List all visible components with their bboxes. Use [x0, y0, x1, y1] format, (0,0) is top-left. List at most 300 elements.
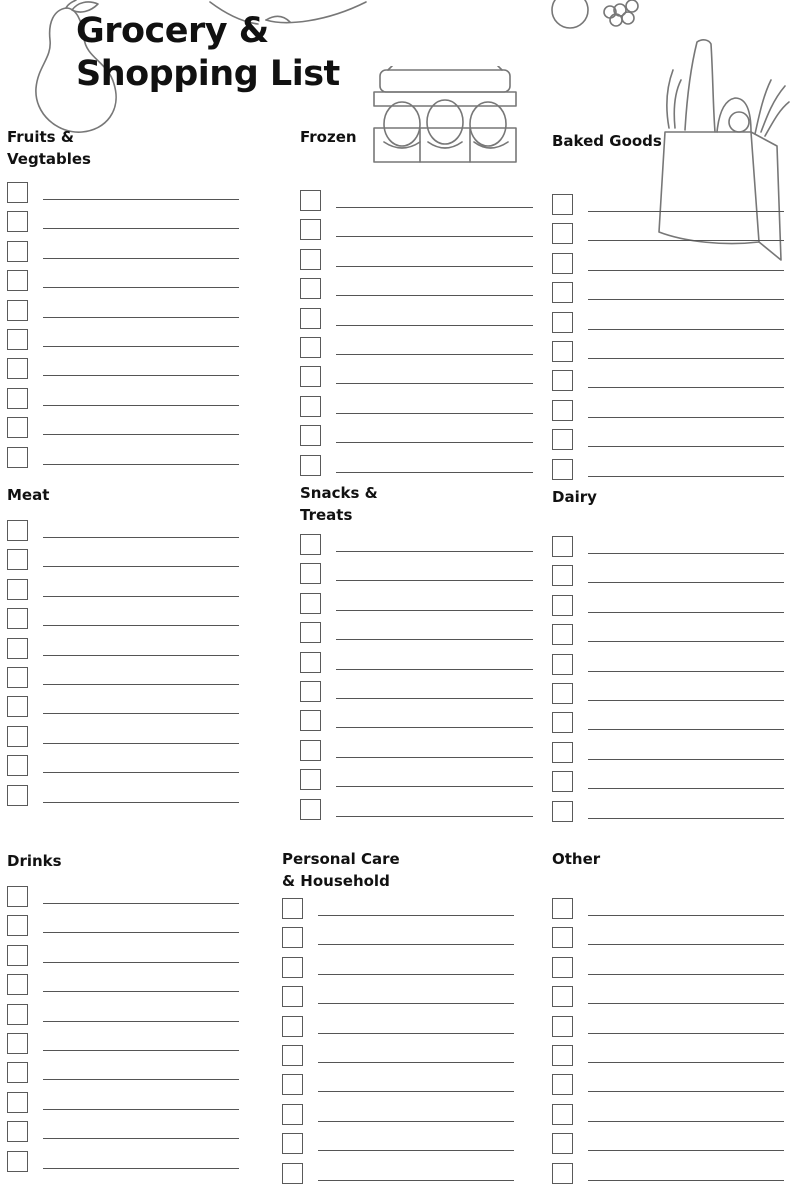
section-heading	[552, 486, 784, 508]
item-write-line[interactable]	[318, 974, 514, 975]
list-item	[7, 751, 239, 780]
item-write-line[interactable]	[318, 915, 514, 916]
fruit-icon	[540, 0, 660, 34]
item-checkbox[interactable]	[552, 801, 573, 822]
list-item	[552, 337, 784, 366]
item-checkbox[interactable]	[300, 190, 321, 211]
item-write-line[interactable]	[318, 1091, 514, 1092]
item-write-line[interactable]	[588, 1150, 784, 1151]
item-checkbox[interactable]	[300, 563, 321, 584]
list-item	[282, 1070, 514, 1099]
item-write-line[interactable]	[588, 1121, 784, 1122]
item-checkbox[interactable]	[7, 726, 28, 747]
item-write-line[interactable]	[588, 1091, 784, 1092]
item-checkbox[interactable]	[552, 223, 573, 244]
list-item	[552, 1159, 784, 1188]
list-item	[552, 219, 784, 248]
item-write-line[interactable]	[336, 551, 533, 552]
item-write-line[interactable]	[43, 743, 239, 744]
item-write-line[interactable]	[336, 816, 533, 817]
item-checkbox[interactable]	[7, 1004, 28, 1025]
item-checkbox[interactable]	[7, 608, 28, 629]
item-checkbox[interactable]	[552, 459, 573, 480]
item-write-line[interactable]	[43, 566, 239, 567]
item-write-line[interactable]	[43, 405, 239, 406]
item-write-line[interactable]	[336, 610, 533, 611]
item-write-line[interactable]	[588, 240, 784, 241]
item-checkbox[interactable]	[7, 358, 28, 379]
list-item	[300, 559, 533, 588]
list-item	[7, 722, 239, 751]
item-write-line[interactable]	[336, 669, 533, 670]
section-heading-line: Fruits &	[7, 128, 74, 146]
item-write-line[interactable]	[43, 1050, 239, 1051]
item-checkbox[interactable]	[300, 455, 321, 476]
item-write-line[interactable]	[43, 375, 239, 376]
item-checkbox[interactable]	[300, 366, 321, 387]
list-item	[552, 1129, 784, 1158]
item-checkbox[interactable]	[552, 370, 573, 391]
item-checkbox[interactable]	[7, 211, 28, 232]
section-heading-line: Dairy	[552, 488, 597, 506]
item-checkbox[interactable]	[300, 278, 321, 299]
item-checkbox[interactable]	[552, 1016, 573, 1037]
item-write-line[interactable]	[336, 757, 533, 758]
item-checkbox[interactable]	[552, 957, 573, 978]
checklist	[552, 532, 784, 826]
item-write-line[interactable]	[43, 287, 239, 288]
item-checkbox[interactable]	[300, 337, 321, 358]
item-checkbox[interactable]	[300, 593, 321, 614]
item-write-line[interactable]	[336, 325, 533, 326]
item-checkbox[interactable]	[7, 417, 28, 438]
section-heading	[552, 130, 784, 152]
item-checkbox[interactable]	[552, 1163, 573, 1184]
item-checkbox[interactable]	[552, 1133, 573, 1154]
section-heading-line: Drinks	[7, 852, 62, 870]
list-item	[7, 1147, 239, 1176]
list-item	[300, 362, 533, 391]
item-write-line[interactable]	[318, 1180, 514, 1181]
item-write-line[interactable]	[588, 582, 784, 583]
item-write-line[interactable]	[43, 596, 239, 597]
item-write-line[interactable]	[336, 698, 533, 699]
list-item	[552, 982, 784, 1011]
list-item	[300, 421, 533, 450]
list-item	[300, 736, 533, 765]
item-write-line[interactable]	[336, 266, 533, 267]
list-item	[7, 1117, 239, 1146]
item-write-line[interactable]	[318, 944, 514, 945]
item-write-line[interactable]	[43, 772, 239, 773]
item-write-line[interactable]	[588, 729, 784, 730]
section-baked	[552, 130, 784, 152]
item-write-line[interactable]	[588, 788, 784, 789]
list-item	[300, 245, 533, 274]
item-checkbox[interactable]	[7, 1033, 28, 1054]
list-item	[300, 677, 533, 706]
item-checkbox[interactable]	[7, 886, 28, 907]
item-write-line[interactable]	[43, 258, 239, 259]
item-checkbox[interactable]	[282, 1045, 303, 1066]
section-heading	[300, 482, 533, 526]
item-checkbox[interactable]	[300, 249, 321, 270]
checklist	[7, 178, 239, 472]
section-fruits	[7, 126, 239, 170]
list-item	[552, 1041, 784, 1070]
item-checkbox[interactable]	[552, 683, 573, 704]
item-checkbox[interactable]	[282, 927, 303, 948]
list-item	[7, 1000, 239, 1029]
item-write-line[interactable]	[43, 1168, 239, 1169]
item-checkbox[interactable]	[7, 696, 28, 717]
item-checkbox[interactable]	[7, 241, 28, 262]
item-write-line[interactable]	[43, 1138, 239, 1139]
list-item	[552, 366, 784, 395]
page-title	[76, 10, 340, 96]
item-checkbox[interactable]	[552, 194, 573, 215]
egg-carton-icon	[370, 66, 520, 170]
checklist	[300, 530, 533, 824]
section-heading-line: Vegtables	[7, 150, 91, 168]
list-item	[300, 589, 533, 618]
item-checkbox[interactable]	[300, 396, 321, 417]
item-checkbox[interactable]	[552, 400, 573, 421]
item-write-line[interactable]	[318, 1062, 514, 1063]
item-write-line[interactable]	[588, 211, 784, 212]
item-write-line[interactable]	[336, 442, 533, 443]
list-item	[300, 392, 533, 421]
item-write-line[interactable]	[336, 580, 533, 581]
section-personal	[282, 848, 514, 892]
item-write-line[interactable]	[43, 317, 239, 318]
item-checkbox[interactable]	[7, 1151, 28, 1172]
title-line-2: Shopping List	[76, 54, 340, 94]
list-item	[7, 178, 239, 207]
list-item	[552, 650, 784, 679]
item-checkbox[interactable]	[282, 1133, 303, 1154]
section-other	[552, 848, 784, 870]
list-item	[552, 620, 784, 649]
item-write-line[interactable]	[43, 228, 239, 229]
section-heading	[7, 484, 239, 506]
item-checkbox[interactable]	[552, 536, 573, 557]
item-write-line[interactable]	[318, 1003, 514, 1004]
item-write-line[interactable]	[588, 1062, 784, 1063]
item-checkbox[interactable]	[552, 624, 573, 645]
item-write-line[interactable]	[43, 932, 239, 933]
list-item	[300, 215, 533, 244]
item-checkbox[interactable]	[7, 785, 28, 806]
list-item	[300, 274, 533, 303]
item-write-line[interactable]	[43, 655, 239, 656]
item-write-line[interactable]	[43, 962, 239, 963]
list-item	[300, 765, 533, 794]
list-item	[300, 530, 533, 559]
item-checkbox[interactable]	[300, 622, 321, 643]
section-heading	[282, 848, 514, 892]
item-write-line[interactable]	[318, 1150, 514, 1151]
item-checkbox[interactable]	[552, 341, 573, 362]
item-write-line[interactable]	[43, 434, 239, 435]
list-item	[300, 333, 533, 362]
item-checkbox[interactable]	[300, 425, 321, 446]
item-write-line[interactable]	[588, 944, 784, 945]
section-heading-line: Meat	[7, 486, 50, 504]
list-item	[7, 266, 239, 295]
item-checkbox[interactable]	[552, 1104, 573, 1125]
list-item	[552, 894, 784, 923]
item-write-line[interactable]	[588, 476, 784, 477]
item-write-line[interactable]	[588, 358, 784, 359]
item-write-line[interactable]	[588, 299, 784, 300]
item-checkbox[interactable]	[282, 957, 303, 978]
item-write-line[interactable]	[43, 1021, 239, 1022]
item-write-line[interactable]	[336, 639, 533, 640]
item-write-line[interactable]	[43, 464, 239, 465]
item-checkbox[interactable]	[282, 1016, 303, 1037]
list-item	[300, 648, 533, 677]
section-heading-line: Treats	[300, 506, 353, 524]
item-checkbox[interactable]	[552, 565, 573, 586]
list-item	[7, 296, 239, 325]
item-checkbox[interactable]	[552, 1045, 573, 1066]
item-checkbox[interactable]	[552, 742, 573, 763]
item-write-line[interactable]	[588, 446, 784, 447]
item-checkbox[interactable]	[7, 447, 28, 468]
item-checkbox[interactable]	[282, 1104, 303, 1125]
item-write-line[interactable]	[588, 974, 784, 975]
item-checkbox[interactable]	[7, 520, 28, 541]
list-item	[300, 186, 533, 215]
list-item	[7, 237, 239, 266]
list-item	[7, 882, 239, 911]
section-snacks	[300, 482, 533, 526]
list-item	[552, 561, 784, 590]
item-write-line[interactable]	[588, 759, 784, 760]
item-write-line[interactable]	[336, 786, 533, 787]
item-write-line[interactable]	[43, 713, 239, 714]
section-heading	[7, 126, 239, 170]
list-item	[7, 516, 239, 545]
section-heading-line: Personal Care	[282, 850, 400, 868]
item-write-line[interactable]	[588, 1033, 784, 1034]
item-write-line[interactable]	[588, 329, 784, 330]
item-write-line[interactable]	[43, 346, 239, 347]
list-item	[7, 1029, 239, 1058]
list-item	[282, 1129, 514, 1158]
section-frozen	[300, 126, 533, 148]
item-write-line[interactable]	[43, 1079, 239, 1080]
list-item	[7, 443, 239, 472]
list-item	[7, 941, 239, 970]
list-item	[552, 455, 784, 484]
list-item	[552, 1012, 784, 1041]
item-checkbox[interactable]	[552, 771, 573, 792]
list-item	[7, 634, 239, 663]
item-checkbox[interactable]	[300, 799, 321, 820]
item-write-line[interactable]	[43, 625, 239, 626]
checklist	[300, 186, 533, 480]
item-write-line[interactable]	[336, 413, 533, 414]
item-checkbox[interactable]	[7, 638, 28, 659]
item-write-line[interactable]	[588, 1180, 784, 1181]
item-write-line[interactable]	[318, 1033, 514, 1034]
item-checkbox[interactable]	[552, 986, 573, 1007]
item-write-line[interactable]	[588, 612, 784, 613]
item-checkbox[interactable]	[300, 740, 321, 761]
list-item	[7, 1088, 239, 1117]
checklist	[552, 190, 784, 484]
item-write-line[interactable]	[336, 472, 533, 473]
item-write-line[interactable]	[588, 818, 784, 819]
item-write-line[interactable]	[588, 671, 784, 672]
item-write-line[interactable]	[588, 417, 784, 418]
item-checkbox[interactable]	[552, 429, 573, 450]
list-item	[282, 1012, 514, 1041]
item-write-line[interactable]	[588, 915, 784, 916]
list-item	[7, 663, 239, 692]
item-checkbox[interactable]	[552, 712, 573, 733]
item-checkbox[interactable]	[552, 927, 573, 948]
item-write-line[interactable]	[336, 295, 533, 296]
list-item	[552, 708, 784, 737]
section-heading-line: Frozen	[300, 128, 357, 146]
item-checkbox[interactable]	[552, 1074, 573, 1095]
item-checkbox[interactable]	[300, 652, 321, 673]
list-item	[282, 923, 514, 952]
item-write-line[interactable]	[336, 354, 533, 355]
list-item	[552, 396, 784, 425]
list-item	[552, 591, 784, 620]
item-write-line[interactable]	[588, 387, 784, 388]
item-write-line[interactable]	[43, 199, 239, 200]
list-item	[552, 767, 784, 796]
list-item	[7, 413, 239, 442]
item-checkbox[interactable]	[7, 329, 28, 350]
item-checkbox[interactable]	[300, 308, 321, 329]
item-write-line[interactable]	[336, 236, 533, 237]
item-write-line[interactable]	[336, 207, 533, 208]
checklist	[7, 516, 239, 810]
item-checkbox[interactable]	[7, 667, 28, 688]
item-checkbox[interactable]	[300, 710, 321, 731]
list-item	[282, 982, 514, 1011]
item-checkbox[interactable]	[7, 755, 28, 776]
list-item	[7, 1058, 239, 1087]
item-write-line[interactable]	[43, 991, 239, 992]
list-item	[552, 923, 784, 952]
list-item	[552, 425, 784, 454]
item-write-line[interactable]	[588, 641, 784, 642]
list-item	[282, 953, 514, 982]
item-checkbox[interactable]	[7, 1092, 28, 1113]
item-checkbox[interactable]	[552, 654, 573, 675]
list-item	[552, 278, 784, 307]
list-item	[7, 354, 239, 383]
section-heading	[7, 850, 239, 872]
item-checkbox[interactable]	[7, 1121, 28, 1142]
item-write-line[interactable]	[588, 700, 784, 701]
list-item	[552, 190, 784, 219]
item-checkbox[interactable]	[552, 312, 573, 333]
list-item	[7, 911, 239, 940]
item-checkbox[interactable]	[7, 579, 28, 600]
item-checkbox[interactable]	[282, 1163, 303, 1184]
list-item	[552, 738, 784, 767]
item-checkbox[interactable]	[552, 253, 573, 274]
item-write-line[interactable]	[336, 727, 533, 728]
item-checkbox[interactable]	[282, 898, 303, 919]
item-checkbox[interactable]	[552, 282, 573, 303]
item-write-line[interactable]	[318, 1121, 514, 1122]
item-checkbox[interactable]	[7, 300, 28, 321]
item-checkbox[interactable]	[7, 974, 28, 995]
item-write-line[interactable]	[43, 537, 239, 538]
list-item	[552, 1100, 784, 1129]
item-checkbox[interactable]	[7, 388, 28, 409]
list-item	[282, 1159, 514, 1188]
list-item	[300, 451, 533, 480]
item-checkbox[interactable]	[300, 769, 321, 790]
list-item	[552, 532, 784, 561]
item-checkbox[interactable]	[552, 898, 573, 919]
section-heading	[552, 848, 784, 870]
checklist	[552, 894, 784, 1188]
list-item	[7, 207, 239, 236]
item-checkbox[interactable]	[7, 1062, 28, 1083]
item-checkbox[interactable]	[7, 182, 28, 203]
list-item	[300, 618, 533, 647]
list-item	[7, 781, 239, 810]
list-item	[7, 384, 239, 413]
item-checkbox[interactable]	[282, 1074, 303, 1095]
item-checkbox[interactable]	[300, 681, 321, 702]
item-write-line[interactable]	[588, 270, 784, 271]
list-item	[7, 575, 239, 604]
item-write-line[interactable]	[43, 1109, 239, 1110]
list-item	[7, 970, 239, 999]
list-item	[552, 953, 784, 982]
list-item	[552, 308, 784, 337]
item-checkbox[interactable]	[7, 549, 28, 570]
item-checkbox[interactable]	[7, 945, 28, 966]
item-write-line[interactable]	[43, 802, 239, 803]
section-heading-line: Baked Goods	[552, 132, 662, 150]
section-meat	[7, 484, 239, 506]
item-checkbox[interactable]	[7, 270, 28, 291]
item-checkbox[interactable]	[552, 595, 573, 616]
list-item	[552, 249, 784, 278]
list-item	[552, 1070, 784, 1099]
item-checkbox[interactable]	[282, 986, 303, 1007]
item-write-line[interactable]	[43, 684, 239, 685]
item-write-line[interactable]	[588, 1003, 784, 1004]
item-write-line[interactable]	[43, 903, 239, 904]
item-write-line[interactable]	[588, 553, 784, 554]
item-checkbox[interactable]	[300, 534, 321, 555]
list-item	[552, 797, 784, 826]
item-checkbox[interactable]	[7, 915, 28, 936]
list-item	[7, 692, 239, 721]
list-item	[552, 679, 784, 708]
item-write-line[interactable]	[336, 383, 533, 384]
checklist	[282, 894, 514, 1188]
section-dairy	[552, 486, 784, 508]
list-item	[7, 604, 239, 633]
item-checkbox[interactable]	[300, 219, 321, 240]
list-item	[300, 706, 533, 735]
